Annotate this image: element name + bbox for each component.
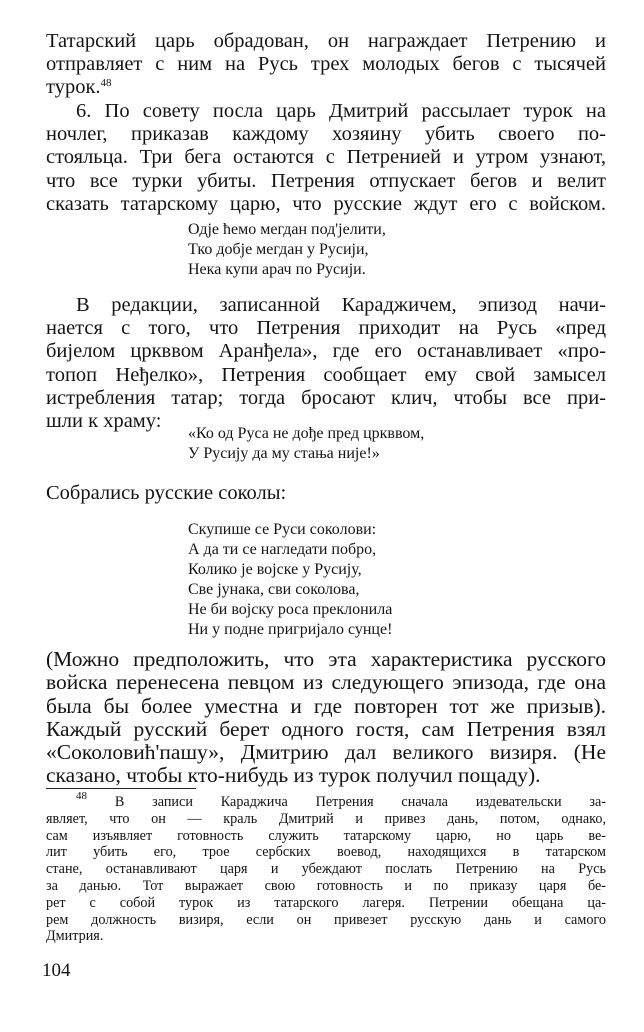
text-line: истребления татар; тогда бросают клич, чтобы все при- (46, 386, 606, 409)
text-line: являет, что он — краль Дмитрий и привез дань, потом, однако, (46, 810, 606, 827)
text-line: «Соколовић'пашу», Дмитрию дал великого визиря. (Не (46, 740, 606, 765)
text-line: что все турки убиты. Петрения отпускает бегов и велит (46, 169, 606, 192)
text-line: 6. По совету посла царь Дмитрий рассылает турок на (76, 100, 606, 122)
text-line-content: турок. (46, 76, 101, 99)
text-line: ночлег, приказав каждому хозяину убить своего по- (46, 123, 606, 146)
text-line: нается с того, что Петрения приходит на Русь «пред (46, 317, 606, 340)
page-number: 104 (42, 960, 71, 981)
text-line: сказать татарскому царю, что русские ждут его с войском. (46, 192, 606, 215)
text-line: Татарский царь обрадован, он награждает Петрению и (46, 30, 606, 52)
text-line (46, 790, 606, 811)
text-line: стояльца. Три бега остаются с Петренией и утром узнают, (46, 146, 606, 169)
text-line (46, 76, 606, 99)
text-line: Собрались русские соколы: (46, 482, 287, 504)
text-line: отправляет с ним на Русь трех молодых бегов с тысячей (46, 53, 606, 76)
text-line: сказано, чтобы кто-нибудь из турок получил пощаду). (46, 763, 541, 788)
verse-line: А да ти се нагледати побро, (188, 541, 377, 558)
paragraph-1 (46, 30, 606, 100)
verse-line: Све јунака, сви соколова, (188, 581, 360, 598)
verse-line: «Ко од Руса не дође пред цркввом, (188, 425, 425, 442)
footnote-ref: 48 (100, 77, 112, 90)
verse-quote-1 (188, 220, 386, 280)
paragraph-3 (46, 294, 606, 433)
verse-line: Не би војску роса преклонила (188, 601, 393, 618)
paragraph-2 (46, 100, 606, 216)
text-line: войска перенесена певцом из следующего эпизода, где она (46, 670, 606, 695)
text-line: В редакции, записанной Караджичем, эпизод начи- (76, 294, 606, 316)
verse-line: У Русију да му стања није!» (188, 445, 380, 462)
verse-quote-3 (188, 520, 392, 640)
footnote-marker: 48 (76, 790, 87, 802)
verse-line: Тко добје мегдан у Русији, (188, 241, 369, 258)
text-line: (Можно предположить, что эта характеристика русского (46, 647, 606, 671)
text-line: шли к храму: (46, 410, 162, 433)
text-line: лит убить его, трое сербских воевод, находящихся в татарском (46, 844, 606, 861)
verse-quote-2 (188, 424, 424, 464)
text-line: была бы более уместна и где повторен тот же призыв). (46, 693, 606, 718)
verse-line: Одје ћемо мегдан под'јелити, (188, 221, 386, 238)
text-line: топоп Неђелко», Петрения сообщает ему свой замысел (46, 363, 606, 386)
verse-line: Нека купи арач по Русији. (188, 261, 366, 278)
text-line: рем должность визиря, если он привезет русскую дань и самого (46, 911, 606, 928)
verse-line: Ни у подне пригријало сунце! (188, 621, 393, 638)
text-line: Дмитрия. (46, 928, 104, 945)
text-line: за данью. Тот выражает свою готовность и по приказу царя бе- (46, 877, 606, 894)
footnote-divider (46, 788, 196, 789)
text-line: рет с собой турок из татарского лагеря. Петрении обещана ца- (46, 894, 606, 911)
text-line-content: В записи Караджича Петрения сначала издевательски за- (87, 794, 606, 810)
footnote (46, 790, 606, 945)
text-line: бијелом цркввом Аранђела», где его останавливает «про- (46, 340, 606, 363)
text-line: Каждый русский берет одного гостя, сам Петрения взял (46, 716, 606, 741)
verse-line: Скупише се Руси соколови: (188, 521, 377, 538)
verse-line: Колико је војске у Русију, (188, 561, 362, 578)
text-line: сам изъявляет готовность служить татарскому царю, но царь ве- (46, 827, 606, 844)
text-line: стане, останавливают царя и убеждают послать Петрению на Русь (46, 861, 606, 878)
paragraph-4 (46, 482, 606, 505)
paragraph-5 (46, 648, 606, 788)
